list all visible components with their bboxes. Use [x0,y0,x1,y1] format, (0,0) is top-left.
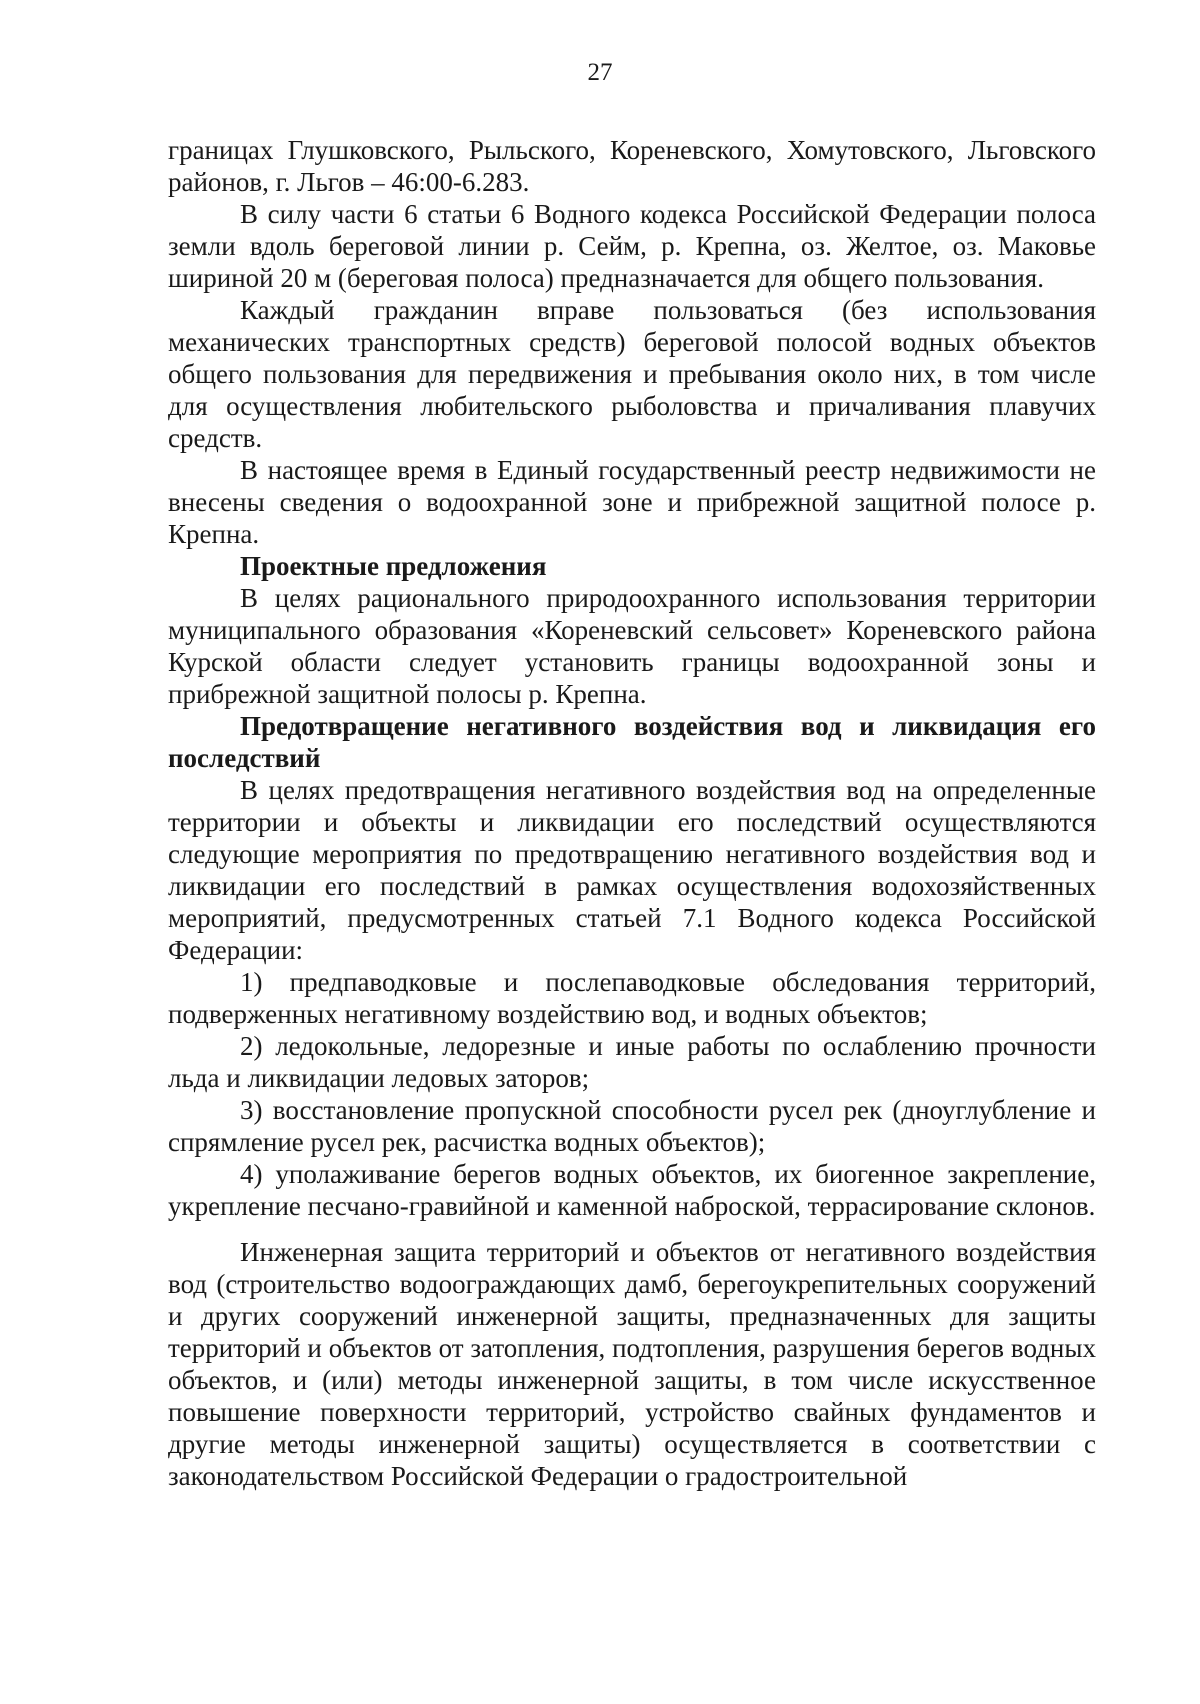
heading-project-proposals: Проектные предложения [240,551,547,581]
document-body [168,134,1096,1492]
paragraph-registry: В настоящее время в Единый государственный реестр недвижимости не внесены сведения о водоохранной зоне и прибрежной защитной полосе р. Крепна. [168,455,1096,549]
page-number: 27 [587,59,613,86]
paragraph-proposal: В целях рационального природоохранного использования территории муниципального образования «Кореневский сельсовет» Кореневского района Курской области следует установить границы водоохранной зоны и прибрежной защитной полосы р. Крепна. [168,583,1096,709]
list-item-2: 2) ледокольные, ледорезные и иные работы по ослаблению прочности льда и ликвидации ледовых заторов; [168,1031,1096,1093]
paragraph-measures-intro: В целях предотвращения негативного воздействия вод на определенные территории и объекты и ликвидации его последствий осуществляются следующие мероприятия по предотвращению негативного воздействия вод и ликвидации его последствий в рамках осуществления водохозяйственных мероприятий, предусмотренных статьей 7.1 Водного кодекса Российской Федерации: [168,775,1096,965]
list-item-4: 4) уполаживание берегов водных объектов, их биогенное закрепление, укрепление песчано-гравийной и каменной наброской, террасирование склонов. [168,1159,1096,1221]
heading-negative-impact: Предотвращение негативного воздействия вод и ликвидация его последствий [168,711,1096,773]
paragraph-citizen-rights: Каждый гражданин вправе пользоваться (без использования механических транспортных средств) береговой полосой водных объектов общего пользования для передвижения и пребывания около них, в том числе для осуществления любительского рыболовства и причаливания плавучих средств. [168,295,1096,453]
paragraph-continuation: границах Глушковского, Рыльского, Кореневского, Хомутовского, Льговского районов, г. Льгов – 46:00-6.283. [168,135,1096,197]
paragraph-coastal-strip: В силу части 6 статьи 6 Водного кодекса Российской Федерации полоса земли вдоль береговой линии р. Сейм, р. Крепна, оз. Желтое, оз. Маковье шириной 20 м (береговая полоса) предназначается для общего пользования. [168,199,1096,293]
list-item-1: 1) предпаводковые и послепаводковые обследования территорий, подверженных негативному воздействию вод, и водных объектов; [168,967,1096,1029]
paragraph-engineering-protection: Инженерная защита территорий и объектов от негативного воздействия вод (строительство водоограждающих дамб, берегоукрепительных сооружений и других сооружений инженерной защиты, предназначенных для защиты территорий и объектов от затопления, подтопления, разрушения берегов водных объектов, и (или) методы инженерной защиты, в том числе искусственное повышение поверхности территорий, устройство свайных фундаментов и другие методы инженерной защиты) осуществляется в соответствии с законодательством Российской Федерации о градостроительной [168,1237,1096,1491]
list-item-3: 3) восстановление пропускной способности русел рек (дноуглубление и спрямление русел рек, расчистка водных объектов); [168,1095,1096,1157]
